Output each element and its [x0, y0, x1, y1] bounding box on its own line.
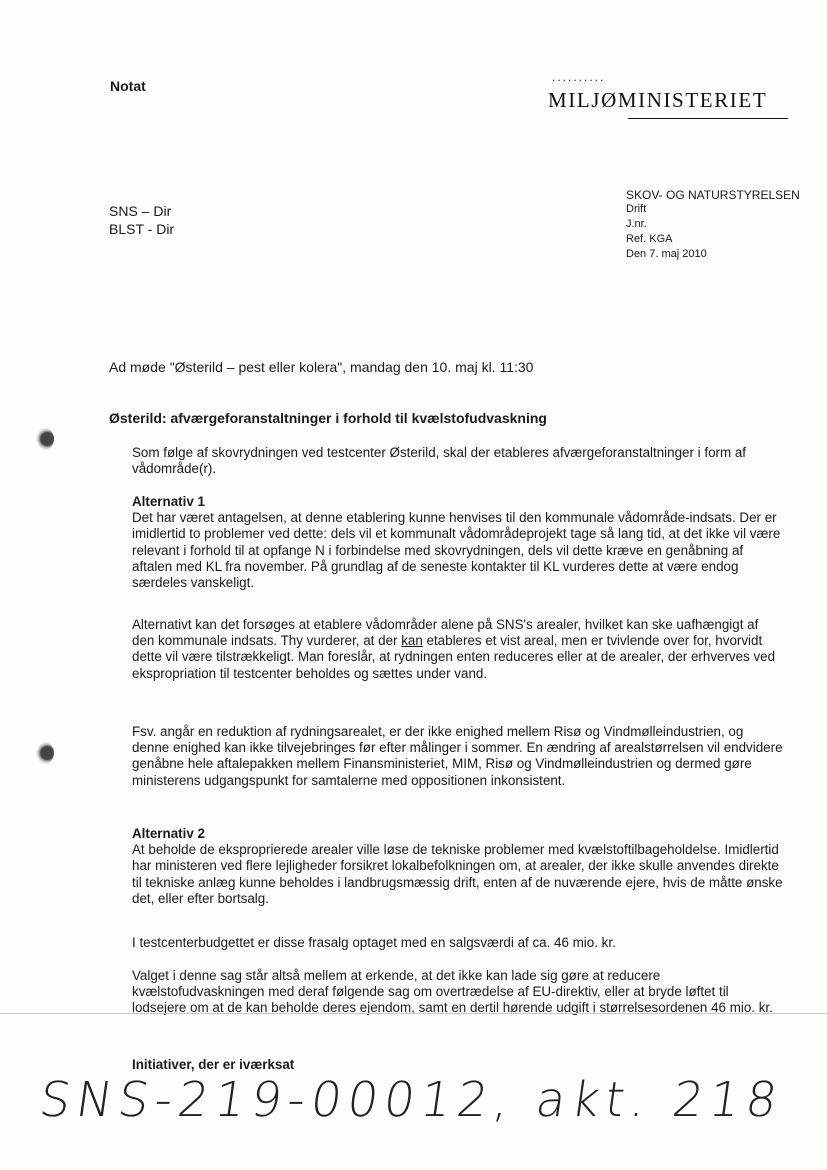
- alternative-2-title: Alternativ 2: [132, 826, 205, 841]
- alternative-2-paragraph-1: At beholde de eksproprierede arealer ville løse de tekniske problemer med kvælstoftilbageholdelse. Imidlertid har ministeren ved flere lejligheder forsikret lokalbefolkningen om, at arealer, der ikke skulle anvendes direkte til tekniske anlæg kunne beholdes i landbrugsmæssig drift, enten af de nuværende ejere, hvis de måtte ønske det, eller efter bortsalg.: [132, 842, 783, 906]
- p2-text-a: Alternativt kan det forsøges at etablere vådområder alene på SNS's arealer, hvilket kan ske uafhængigt af den kommunale indsats. Thy vurderer, at der: [132, 617, 759, 649]
- alternative-2-paragraph-2-text: I testcenterbudgettet er disse frasalg optaget med en salgsværdi af ca. 46 mio. kr.: [132, 935, 616, 950]
- alternative-2-section: [132, 826, 784, 907]
- alternative-1-section: [132, 494, 784, 591]
- punch-hole-top: [36, 428, 54, 450]
- alternative-1-paragraph-3: [132, 724, 784, 789]
- intro-text: Som følge af skovrydningen ved testcenter Østerild, skal der etableres afværgeforanstaltninger i form af vådområde(r).: [132, 445, 747, 477]
- recipient-blst: BLST - Dir: [109, 221, 175, 237]
- meta-reference: Ref. KGA: [626, 233, 673, 245]
- recipient-sns: SNS – Dir: [109, 203, 172, 219]
- meeting-line: Ad møde "Østerild – pest eller kolera", mandag den 10. maj kl. 11:30: [109, 359, 534, 375]
- logo-underline: [628, 118, 788, 119]
- alternative-1-paragraph-2: [132, 617, 784, 682]
- punch-hole-bottom: [36, 742, 54, 764]
- document-type-label: Notat: [110, 78, 146, 94]
- meta-journal-number: J.nr.: [626, 218, 647, 230]
- p2-text-b: etableres et vist areal, men er tvivlende over for, hvorvidt dette vil være tilstrækkeligt. Man foreslår, at rydningen enten reduceres eller at de arealer, der erhverves ved ekspropriation til testcenter beholdes og sættes under vand.: [132, 633, 776, 681]
- intro-paragraph: [132, 445, 784, 477]
- alternative-2-paragraph-2: [132, 935, 784, 951]
- agency-name: SKOV- OG NATURSTYRELSEN: [626, 188, 800, 202]
- memo-heading: Østerild: afværgeforanstaltninger i forhold til kvælstofudvaskning: [109, 410, 547, 426]
- recipients: [109, 202, 174, 238]
- scan-line: [0, 1013, 827, 1014]
- alternative-1-title: Alternativ 1: [132, 494, 205, 509]
- meta-date: Den 7. maj 2010: [626, 248, 707, 260]
- document-metadata: [626, 202, 707, 262]
- logo-dots: ..........: [552, 70, 606, 84]
- alternative-1-paragraph-1: Det har været antagelsen, at denne etablering kunne henvises til den kommunale vådområde-indsats. Der er imidlertid to problemer ved dette: dels vil et kommunalt vådområdeprojekt tage så lang tid, at det ikke vil være relevant i forhold til at opfange N i forbindelse med skovrydningen, dels vil dette kræve en genåbning af aftalen med KL fra november. På grundlag af de seneste kontakter til KL vurderes dette at være endog særdeles vanskeligt.: [132, 510, 781, 591]
- alternative-1-paragraph-3-text: Fsv. angår en reduktion af rydningsarealet, er der ikke enighed mellem Risø og Vindmølleindustrien, og denne enighed kan ikke tilvejebringes før efter målinger i sommer. En ændring af arealstørrelsen vil endvidere genåbne hele aftalepakken mellem Finansministeriet, MIM, Risø og Vindmølleindustrien og dermed gøre ministerens udgangspunkt for samtalerne med oppositionen inkonsistent.: [132, 724, 783, 788]
- alternative-2-paragraph-3-text: Valget i denne sag står altså mellem at erkende, at det ikke kan lade sig gøre at reducere kvælstofudvaskningen med deraf følgende sag om overtrædelse af EU-direktiv, eller at bryde løftet til lodsejere om at de kan beholde deres ejendom, samt en dertil hørende udgift i størrelsesordenen 46 mio. kr.: [132, 968, 773, 1016]
- alternative-2-paragraph-3: [132, 968, 784, 1017]
- alternative-1-paragraph-2-text: [132, 617, 784, 682]
- meta-department: Drift: [626, 203, 647, 215]
- underlined-word: kan: [401, 633, 423, 649]
- handwritten-case-reference: SNS-219-00012, akt. 218: [36, 1072, 787, 1128]
- ministry-logo: MILJØMINISTERIET: [548, 88, 768, 112]
- initiatives-heading: Initiativer, der er iværksat: [132, 1057, 295, 1072]
